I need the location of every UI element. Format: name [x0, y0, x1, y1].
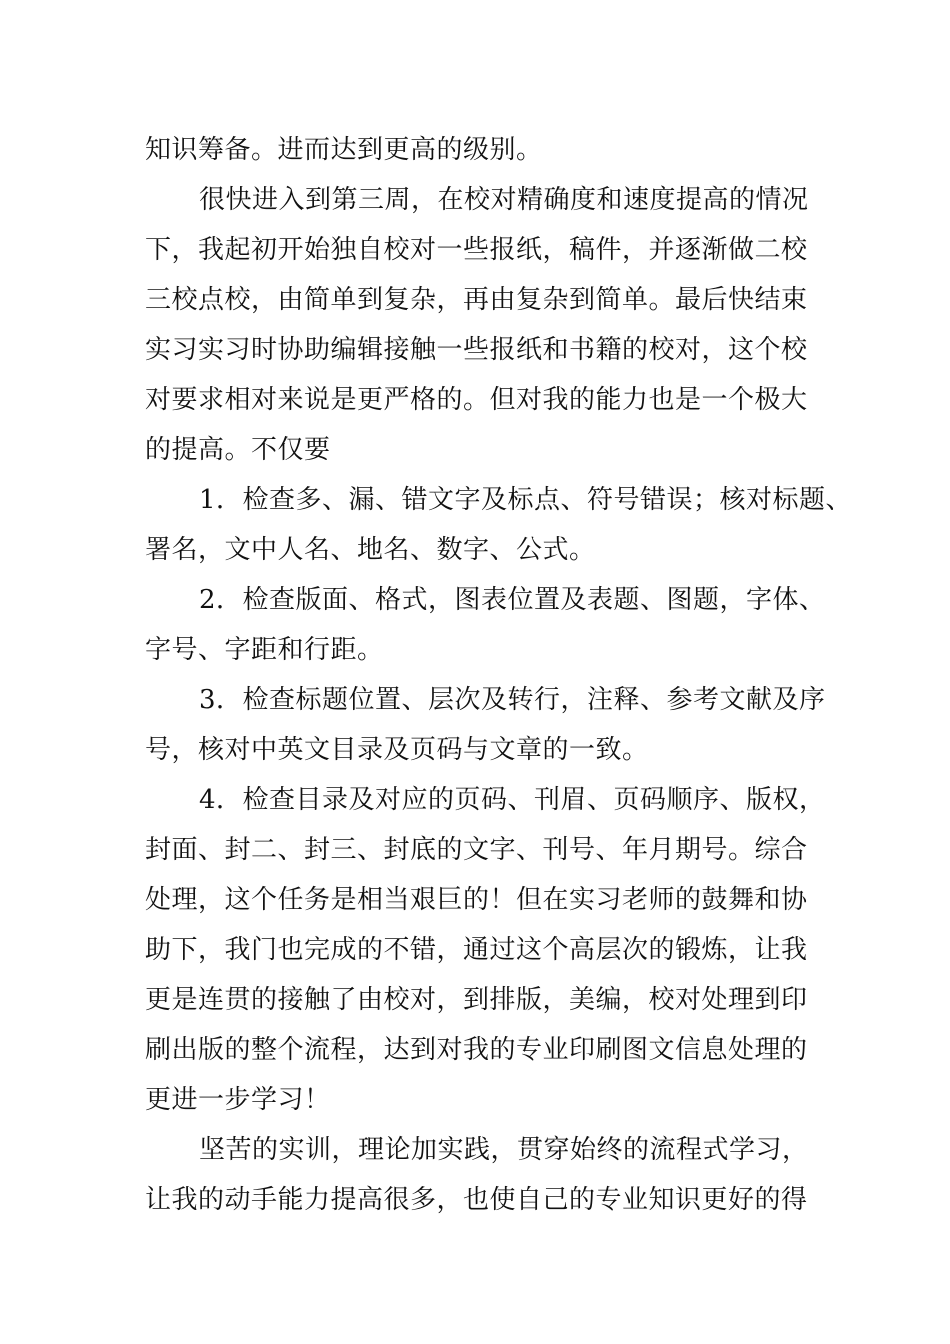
- list-item-text: 号，核对中英文目录及页码与文章的一致。: [145, 735, 649, 765]
- text-line: 的提高。不仅要: [145, 435, 331, 465]
- list-item-text: 2．检查版面、格式，图表位置及表题、图题，字体、: [199, 585, 826, 615]
- text-line: 更是连贯的接触了由校对，到排版，美编，校对处理到印: [145, 985, 808, 1015]
- text-line: 处理，这个任务是相当艰巨的！但在实习老师的鼓舞和协: [145, 885, 808, 915]
- text-line: 让我的动手能力提高很多，也使自己的专业知识更好的得: [145, 1185, 808, 1215]
- list-item-text: 字号、字距和行距。: [145, 635, 384, 665]
- text-line: 对要求相对来说是更严格的。但对我的能力也是一个极大: [145, 385, 808, 415]
- text-line: 很快进入到第三周，在校对精确度和速度提高的情况: [199, 185, 809, 215]
- text-line: 坚苦的实训，理论加实践，贯穿始终的流程式学习，: [199, 1135, 809, 1165]
- text-line: 三校点校，由简单到复杂，再由复杂到简单。最后快结束: [145, 285, 808, 315]
- text-line: 下，我起初开始独自校对一些报纸，稿件，并逐渐做二校: [145, 235, 808, 265]
- text-line: 实习实习时协助编辑接触一些报纸和书籍的校对，这个校: [145, 335, 808, 365]
- text-line: 知识筹备。进而达到更高的级别。: [145, 135, 543, 165]
- text-line: 封面、封二、封三、封底的文字、刊号、年月期号。综合: [145, 835, 808, 865]
- text-line: 助下，我门也完成的不错，通过这个高层次的锻炼，让我: [145, 935, 808, 965]
- list-item-text: 1．检查多、漏、错文字及标点、符号错误；核对标题、: [199, 485, 853, 515]
- text-line: 刷出版的整个流程，达到对我的专业印刷图文信息处理的: [145, 1035, 808, 1065]
- list-item-text: 署名，文中人名、地名、数字、公式。: [145, 535, 596, 565]
- list-item-text: 3．检查标题位置、层次及转行，注释、参考文献及序: [199, 685, 826, 715]
- list-item-text: 4．检查目录及对应的页码、刊眉、页码顺序、版权，: [199, 785, 826, 815]
- text-line: 更进一步学习！: [145, 1085, 331, 1115]
